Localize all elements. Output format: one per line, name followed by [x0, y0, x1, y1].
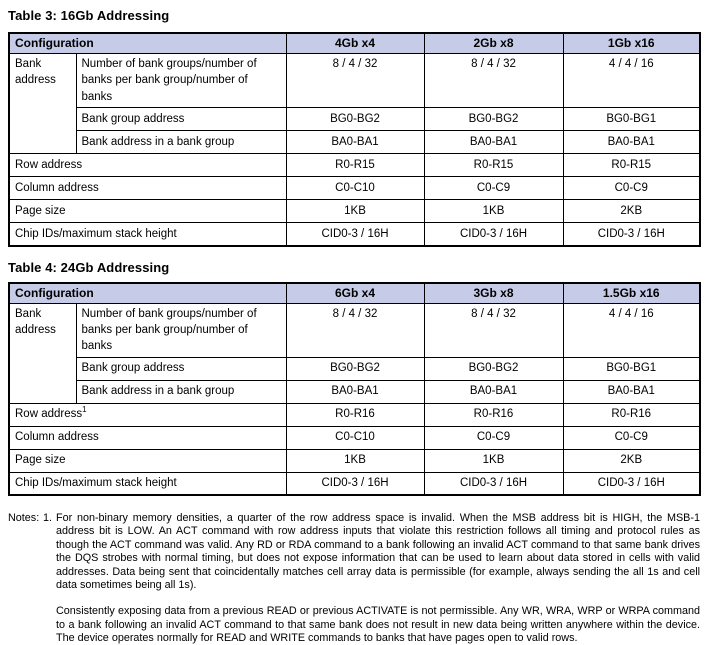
- cell-value: BG0-BG2: [286, 108, 424, 131]
- row-label: Column address: [9, 177, 286, 200]
- cell-value: BA0-BA1: [286, 131, 424, 154]
- table-row: [9, 357, 700, 380]
- note-body: [56, 512, 701, 645]
- column-header-1gb-x16: 1Gb x16: [563, 33, 700, 54]
- cell-value: CID0-3 / 16H: [424, 223, 563, 246]
- note-number: 1.: [43, 512, 53, 525]
- row-label: Bank group address: [76, 357, 286, 380]
- cell-value: R0-R16: [563, 403, 700, 426]
- cell-value: 4 / 4 / 16: [563, 54, 700, 108]
- note-reference: 1: [82, 405, 87, 415]
- cell-value: BA0-BA1: [563, 131, 700, 154]
- table3-title: Table 3: 16Gb Addressing: [8, 8, 170, 23]
- cell-value: 2KB: [563, 200, 700, 223]
- table3-header-row: [9, 33, 700, 54]
- cell-value: BG0-BG2: [424, 357, 563, 380]
- cell-value: R0-R16: [286, 403, 424, 426]
- cell-value: C0-C9: [424, 426, 563, 449]
- table-row: [9, 131, 700, 154]
- table-row: [9, 380, 700, 403]
- cell-value: 8 / 4 / 32: [286, 54, 424, 108]
- row-label: Number of bank groups/number of banks per bank group/number of banks: [76, 303, 286, 357]
- cell-value: BA0-BA1: [424, 380, 563, 403]
- table4-header-row: [9, 283, 700, 304]
- cell-value: CID0-3 / 16H: [286, 223, 424, 246]
- row-label: Page size: [9, 200, 286, 223]
- cell-value: 1KB: [286, 200, 424, 223]
- row-label: Bank group address: [76, 108, 286, 131]
- cell-value: 4 / 4 / 16: [563, 303, 700, 357]
- cell-value: CID0-3 / 16H: [563, 472, 700, 495]
- row-label: [9, 403, 286, 426]
- cell-value: CID0-3 / 16H: [563, 223, 700, 246]
- column-header-1-5gb-x16: 1.5Gb x16: [563, 283, 700, 304]
- cell-value: BA0-BA1: [424, 131, 563, 154]
- table-row: [9, 472, 700, 495]
- table-row: [9, 54, 700, 108]
- column-header-configuration: Configuration: [9, 33, 286, 54]
- cell-value: C0-C10: [286, 426, 424, 449]
- cell-value: R0-R15: [424, 154, 563, 177]
- cell-value: BG0-BG2: [286, 357, 424, 380]
- row-label: [9, 154, 286, 177]
- cell-value: 1KB: [424, 200, 563, 223]
- cell-value: R0-R15: [286, 154, 424, 177]
- row-label: Bank address in a bank group: [76, 131, 286, 154]
- cell-value: CID0-3 / 16H: [424, 472, 563, 495]
- table3-16gb-addressing: [8, 32, 701, 247]
- cell-value: BA0-BA1: [286, 380, 424, 403]
- column-header-3gb-x8: 3Gb x8: [424, 283, 563, 304]
- cell-value: 1KB: [286, 449, 424, 472]
- row-label: Number of bank groups/number of banks per bank group/number of banks: [76, 54, 286, 108]
- table-row: [9, 426, 700, 449]
- row-label-text: Row address: [15, 158, 83, 171]
- table-row: [9, 403, 700, 426]
- notes-prefix: Notes:: [8, 512, 40, 525]
- cell-value: BG0-BG2: [424, 108, 563, 131]
- cell-value: 8 / 4 / 32: [424, 54, 563, 108]
- cell-value: BG0-BG1: [563, 108, 700, 131]
- cell-value: C0-C10: [286, 177, 424, 200]
- table4-title: Table 4: 24Gb Addressing: [8, 259, 170, 275]
- cell-value: R0-R16: [424, 403, 563, 426]
- cell-value: BG0-BG1: [563, 357, 700, 380]
- cell-value: 8 / 4 / 32: [424, 303, 563, 357]
- table-row: [9, 449, 700, 472]
- table-row: [9, 177, 700, 200]
- table-row: [9, 200, 700, 223]
- row-label: Page size: [9, 449, 286, 472]
- row-label-text: Row address: [15, 408, 83, 421]
- cell-value: C0-C9: [563, 426, 700, 449]
- row-label: Column address: [9, 426, 286, 449]
- cell-value: BA0-BA1: [563, 380, 700, 403]
- table-row: [9, 303, 700, 357]
- cell-value: C0-C9: [424, 177, 563, 200]
- row-label: Chip IDs/maximum stack height: [9, 472, 286, 495]
- bank-address-label: Bank address: [9, 303, 76, 403]
- table-row: [9, 223, 700, 246]
- cell-value: R0-R15: [563, 154, 700, 177]
- cell-value: CID0-3 / 16H: [286, 472, 424, 495]
- column-header-2gb-x8: 2Gb x8: [424, 33, 563, 54]
- notes-section: [8, 512, 701, 645]
- column-header-6gb-x4: 6Gb x4: [286, 283, 424, 304]
- note-paragraph: For non-binary memory densities, a quarter of the row address space is invalid. When the MSB address bit is HIGH, the MSB-1 address bit is LOW. An ACT command with row address inputs that violate this restriction follows all timing and protocol rules as though the ACT command was valid. Any RD or RDA command to a bank following an invalid ACT command to that same bank drives the DQS strobes with normal timing, but does not expose information that can be used to learn about data stored in cells with valid addresses. Data being sent that coincidentally matches cell array data is permissible (for example, always sending the all 1s and cell data sometimes being all 1s).: [56, 512, 700, 591]
- bank-address-label: Bank address: [9, 54, 76, 154]
- cell-value: 2KB: [563, 449, 700, 472]
- cell-value: 1KB: [424, 449, 563, 472]
- column-header-4gb-x4: 4Gb x4: [286, 33, 424, 54]
- table-row: [9, 108, 700, 131]
- cell-value: C0-C9: [563, 177, 700, 200]
- row-label: Bank address in a bank group: [76, 380, 286, 403]
- note-paragraph: Consistently exposing data from a previous READ or previous ACTIVATE is not permissible. Any WR, WRA, WRP or WRPA command to a bank following an invalid ACT command to that same bank does not result in new data being written anywhere within the device. The device operates normally for READ and WRITE commands to banks that have pages open to valid rows.: [56, 605, 700, 645]
- cell-value: 8 / 4 / 32: [286, 303, 424, 357]
- table4-24gb-addressing: [8, 282, 701, 497]
- column-header-configuration: Configuration: [9, 283, 286, 304]
- row-label: Chip IDs/maximum stack height: [9, 223, 286, 246]
- table-row: [9, 154, 700, 177]
